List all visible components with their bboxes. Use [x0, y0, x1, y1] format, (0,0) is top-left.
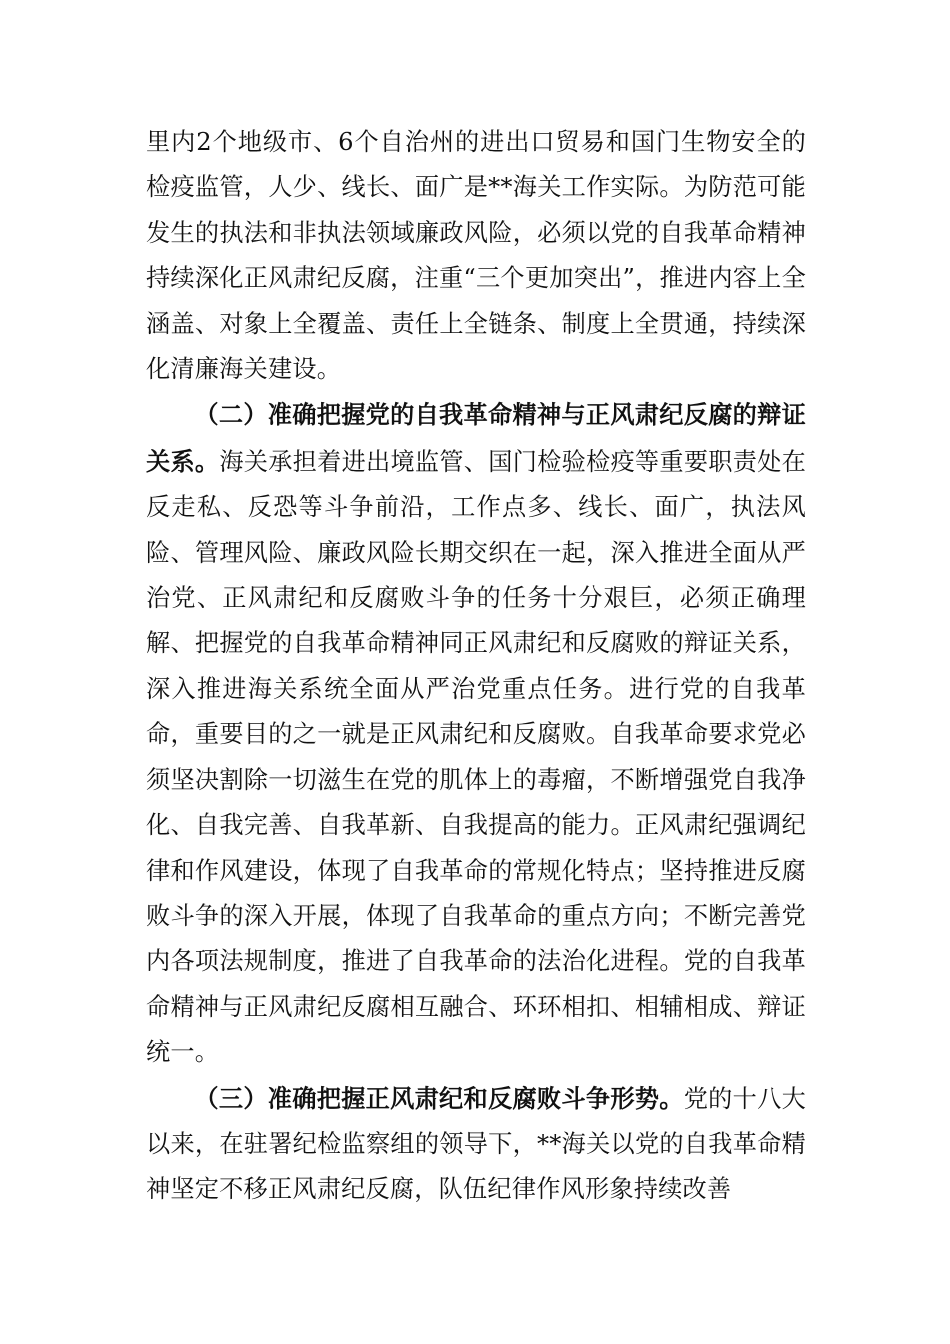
paragraph-section-3: [146, 1076, 806, 1213]
section-heading: （二）准确把握党的自我革命精神与正风肃纪反腐的辩证关系。: [146, 400, 806, 476]
paragraph-section-2: [146, 392, 806, 1075]
paragraph-continuation: [146, 120, 806, 392]
section-heading: （三）准确把握正风肃纪和反腐败斗争形势。: [194, 1083, 684, 1113]
document-page: [146, 120, 806, 1213]
paragraph-body: 海关承担着进出境监管、国门检验检疫等重要职责处在反走私、反恐等斗争前沿，工作点多、线长、面广，执法风险、管理风险、廉政风险长期交织在一起，深入推进全面从严治党、正风肃纪和反腐败斗争的任务十分艰巨，必须正确理解、把握党的自我革命精神同正风肃纪和反腐败的辩证关系，深入推进海关系统全面从严治党重点任务。进行党的自我革命，重要目的之一就是正风肃纪和反腐败。自我革命要求党必须坚决割除一切滋生在党的肌体上的毒瘤，不断增强党自我净化、自我完善、自我革新、自我提高的能力。正风肃纪强调纪律和作风建设，体现了自我革命的常规化特点；坚持推进反腐败斗争的深入开展，体现了自我革命的重点方向；不断完善党内各项法规制度，推进了自我革命的法治化进程。党的自我革命精神与正风肃纪反腐相互融合、环环相扣、相辅相成、辩证统一。: [146, 447, 806, 1067]
paragraph-body: 里内2个地级市、6个自治州的进出口贸易和国门生物安全的检疫监管，人少、线长、面广是**海关工作实际。为防范可能发生的执法和非执法领域廉政风险，必须以党的自我革命精神持续深化正风肃纪反腐，注重“三个更加突出”，推进内容上全涵盖、对象上全覆盖、责任上全链条、制度上全贯通，持续深化清廉海关建设。: [146, 128, 806, 384]
paragraph-body: 党的十八大以来，在驻署纪检监察组的领导下，**海关以党的自我革命精神坚定不移正风肃纪反腐，队伍纪律作风形象持续改善: [146, 1084, 806, 1204]
